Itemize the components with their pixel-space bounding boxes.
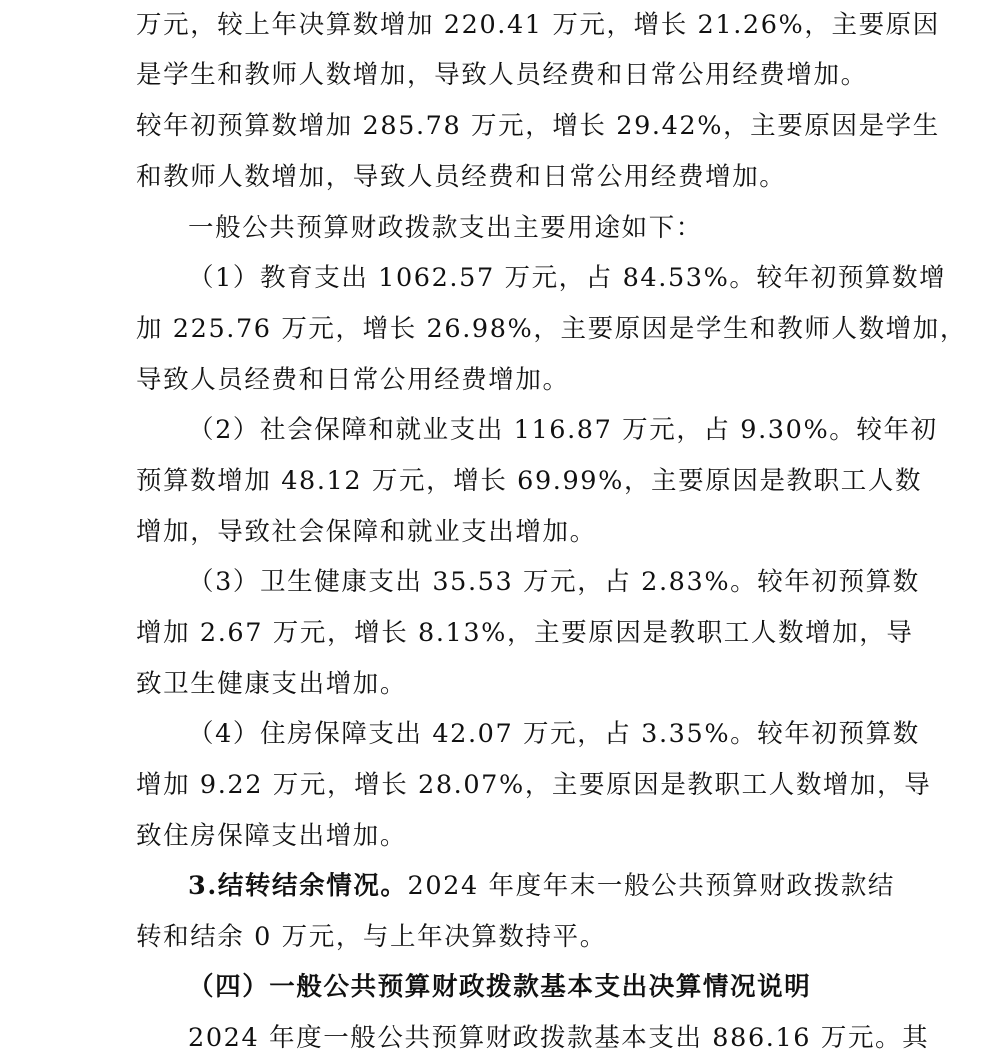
- text-line-6: （1）教育支出 1062.57 万元，占 84.53%。较年初预算数增: [188, 263, 947, 293]
- text-line-7: 加 225.76 万元，增长 26.98%，主要原因是学生和教师人数增加，: [136, 314, 967, 344]
- section-3-heading: 3.结转结余情况。: [188, 871, 408, 901]
- text-line-14: 致卫生健康支出增加。: [136, 669, 408, 699]
- text-line-10: 预算数增加 48.12 万元，增长 69.99%，主要原因是教职工人数: [136, 466, 923, 496]
- section-3-line-2: 转和结余 0 万元，与上年决算数持平。: [136, 922, 607, 952]
- section-4-heading: （四）一般公共预算财政拨款基本支出决算情况说明: [188, 972, 812, 1002]
- text-line-3: 较年初预算数增加 285.78 万元，增长 29.42%，主要原因是学生: [136, 111, 940, 141]
- text-line-11: 增加，导致社会保障和就业支出增加。: [136, 517, 597, 547]
- text-line-2: 是学生和教师人数增加，导致人员经费和日常公用经费增加。: [136, 60, 868, 90]
- text-line-13: 增加 2.67 万元，增长 8.13%，主要原因是教职工人数增加，导: [136, 618, 914, 648]
- section-3-line-1: [188, 869, 896, 903]
- section-3-text: 2024 年度年末一般公共预算财政拨款结: [407, 871, 896, 901]
- text-line-12: （3）卫生健康支出 35.53 万元，占 2.83%。较年初预算数: [188, 567, 920, 597]
- text-line-8: 导致人员经费和日常公用经费增加。: [136, 365, 570, 395]
- text-line-4: 和教师人数增加，导致人员经费和日常公用经费增加。: [136, 162, 787, 192]
- text-line-5: 一般公共预算财政拨款支出主要用途如下：: [188, 213, 703, 243]
- text-line-1: 万元，较上年决算数增加 220.41 万元，增长 21.26%，主要原因: [136, 10, 940, 40]
- text-line-9: （2）社会保障和就业支出 116.87 万元，占 9.30%。较年初: [188, 415, 938, 445]
- text-line-15: （4）住房保障支出 42.07 万元，占 3.35%。较年初预算数: [188, 719, 920, 749]
- text-line-16: 增加 9.22 万元，增长 28.07%，主要原因是教职工人数增加，导: [136, 770, 932, 800]
- text-line-17: 致住房保障支出增加。: [136, 821, 408, 851]
- text-line-last: 2024 年度一般公共预算财政拨款基本支出 886.16 万元。其: [188, 1023, 930, 1053]
